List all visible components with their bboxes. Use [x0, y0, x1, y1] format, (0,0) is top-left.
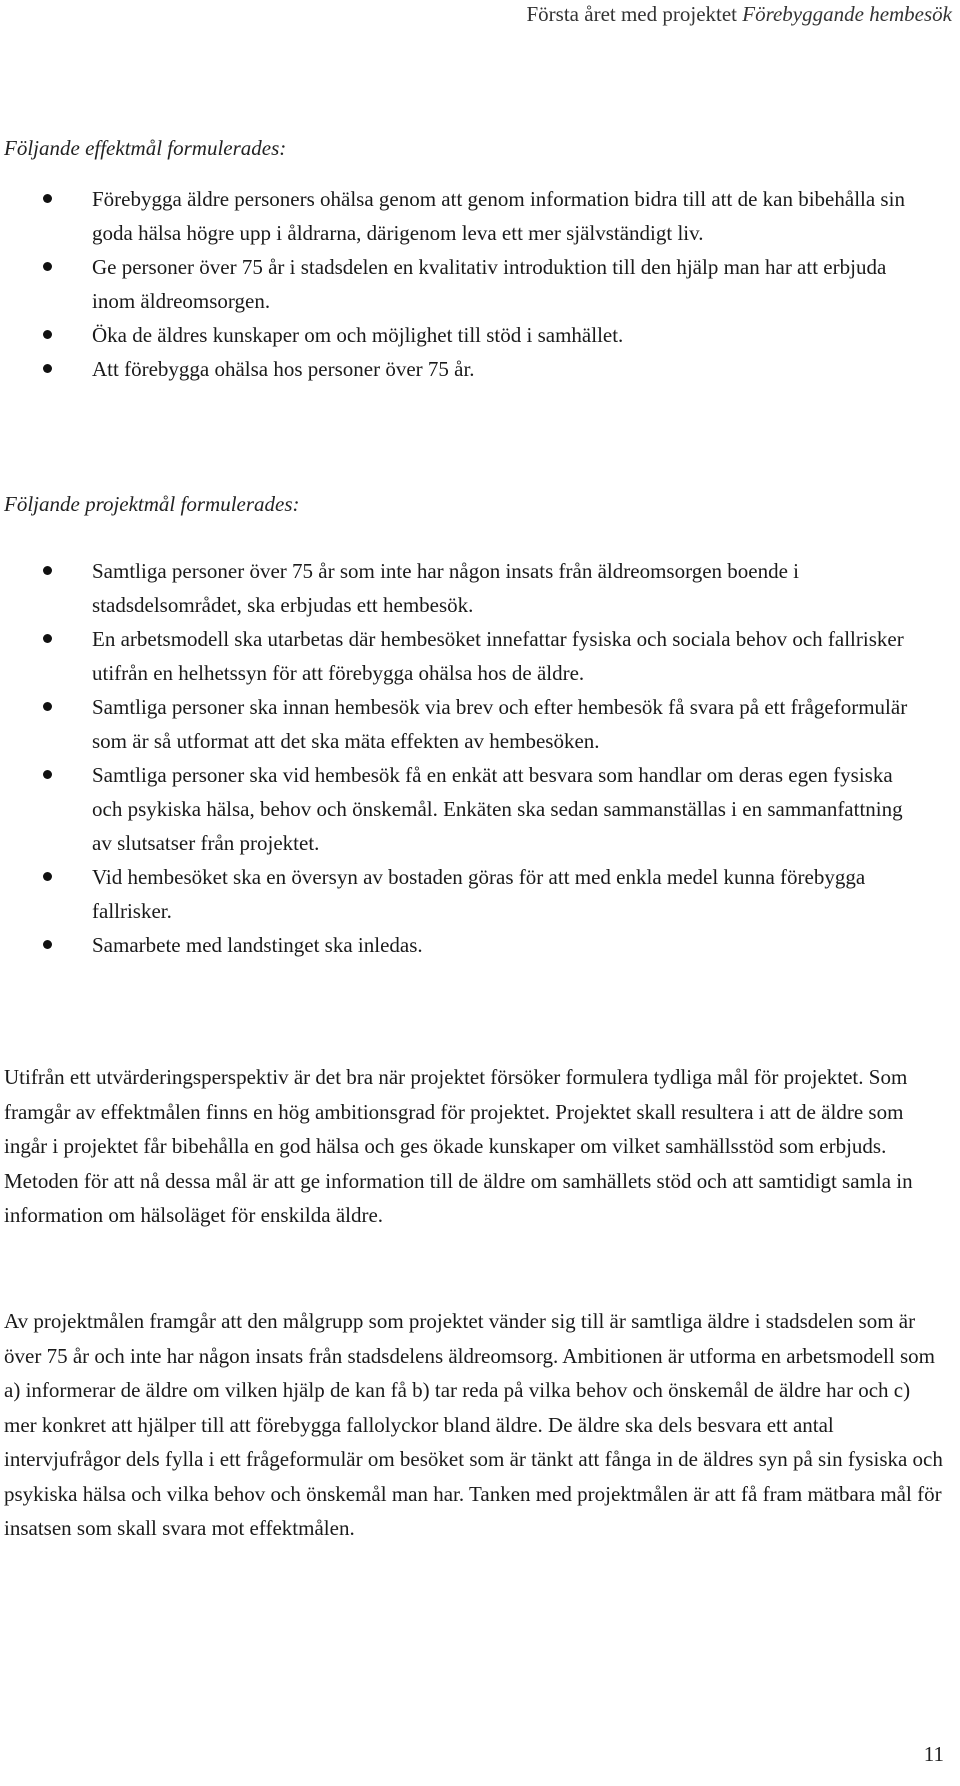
bullet-icon [43, 566, 52, 575]
effect-goals-list [0, 182, 940, 386]
bullet-icon [43, 194, 52, 203]
bullet-icon [43, 940, 52, 949]
list-item-text: Samtliga personer ska vid hembesök få en enkät att besvara som handlar om deras egen fysiska och psykiska hälsa, behov och önskemål. Enkäten ska sedan sammanställas i en sammanfattning av slutsatser från projektet. [92, 763, 903, 855]
list-item [0, 554, 940, 622]
list-item-text: Samtliga personer över 75 år som inte har någon insats från äldreomsorgen boende i stadsdelsområdet, ska erbjudas ett hembesök. [92, 559, 799, 617]
bullet-icon [43, 262, 52, 271]
list-item [0, 182, 940, 250]
list-item [0, 622, 940, 690]
list-item-text: Förebygga äldre personers ohälsa genom att genom information bidra till att de kan bibehålla sin goda hälsa högre upp i åldrarna, därigenom leva ett mer självständigt liv. [92, 187, 905, 245]
running-header [527, 2, 953, 27]
bullet-icon [43, 364, 52, 373]
page-number: 11 [923, 1742, 944, 1766]
bullet-icon [43, 872, 52, 881]
list-item [0, 250, 940, 318]
bullet-icon [43, 330, 52, 339]
effect-goals-heading: Följande effektmål formulerades: [4, 136, 287, 160]
list-item-text: Vid hembesöket ska en översyn av bostaden göras för att med enkla medel kunna förebygga fallrisker. [92, 865, 866, 923]
list-item [0, 758, 940, 860]
list-item [0, 690, 940, 758]
header-prefix: Första året med projektet [526, 2, 738, 26]
list-item [0, 928, 940, 962]
project-goals-list [0, 554, 940, 962]
list-item-text: Samtliga personer ska innan hembesök via brev och efter hembesök få svara på ett frågeformulär som är så utformat att det ska mäta effekten av hembesöken. [92, 695, 908, 753]
list-item [0, 352, 940, 386]
project-goals-heading: Följande projektmål formulerades: [4, 492, 300, 516]
header-title: Förebyggande hembesök [742, 2, 952, 26]
list-item-text: En arbetsmodell ska utarbetas där hembesöket innefattar fysiska och sociala behov och fallrisker utifrån en helhetssyn för att förebygga ohälsa hos de äldre. [92, 627, 904, 685]
list-item [0, 318, 940, 352]
list-item-text: Ge personer över 75 år i stadsdelen en kvalitativ introduktion till den hjälp man har att erbjuda inom äldreomsorgen. [92, 255, 887, 313]
evaluation-paragraph: Utifrån ett utvärderingsperspektiv är det bra när projektet försöker formulera tydliga mål för projektet. Som framgår av effektmålen finns en hög ambitionsgrad för projektet. Projektet skall resultera i att de äldre som ingår i projektet får bibehålla en god hälsa och ges ökade kunskaper om vilket samhällsstöd som erbjuds. Metoden för att nå dessa mål är att ge information till de äldre om samhällets stöd och att samtidigt samla in information om hälsoläget för enskilda äldre. [4, 1065, 913, 1227]
list-item-text: Att förebygga ohälsa hos personer över 75 år. [92, 357, 475, 381]
list-item-text: Samarbete med landstinget ska inledas. [92, 933, 423, 957]
bullet-icon [43, 702, 52, 711]
list-item [0, 860, 940, 928]
bullet-icon [43, 770, 52, 779]
list-item-text: Öka de äldres kunskaper om och möjlighet till stöd i samhället. [92, 323, 624, 347]
target-group-paragraph: Av projektmålen framgår att den målgrupp som projektet vänder sig till är samtliga äldre i stadsdelen som är över 75 år och inte har någon insats från stadsdelens äldreomsorg. Ambitionen är utforma en arbetsmodell som a) informerar de äldre om vilken hjälp de kan få b) tar reda på vilka behov och önskemål de äldre har och c) mer konkret att hjälper till att förebygga fallolyckor bland äldre. De äldre ska dels besvara ett antal intervjufrågor dels fylla i ett frågeformulär om besöket som är tänkt att fånga in de äldres syn på sin fysiska och psykiska hälsa och vilka behov och önskemål man har. Tanken med projektmålen är att få fram mätbara mål för insatsen som skall svara mot effektmålen. [4, 1309, 943, 1540]
bullet-icon [43, 634, 52, 643]
